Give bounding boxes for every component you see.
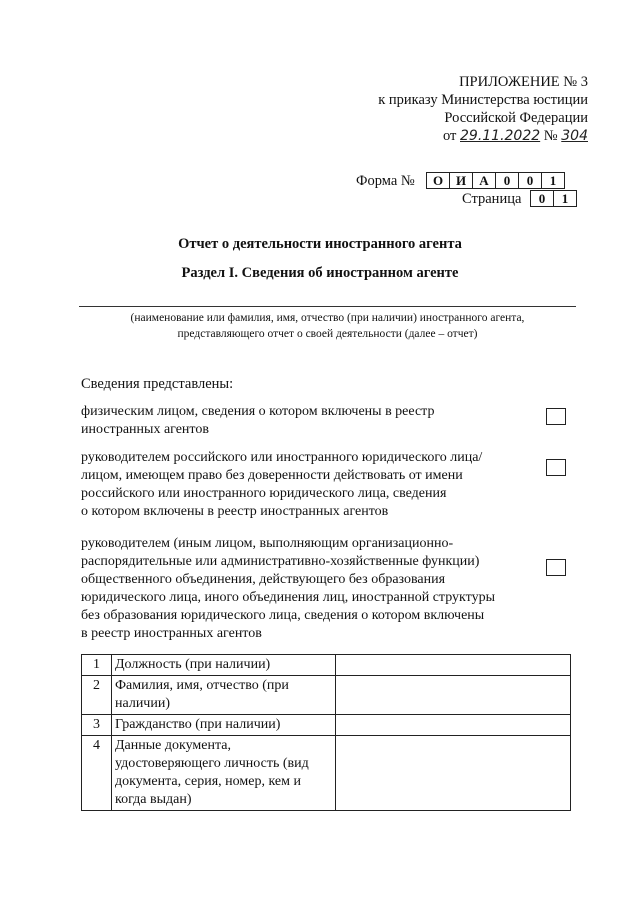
date-prefix: от [442, 128, 457, 144]
page-label: Страница [462, 191, 522, 207]
form-code-cell: А [473, 173, 496, 189]
row-label: Фамилия, имя, отчество (при наличии) [112, 676, 336, 715]
provided-by-heading: Сведения представлены: [81, 376, 234, 392]
option-line: российского или иностранного юридического лица, сведения [81, 486, 447, 501]
option-line: иностранных агентов [81, 422, 209, 437]
row-number: 3 [82, 715, 112, 736]
option-individual-checkbox[interactable] [546, 408, 566, 425]
option-line: лицом, имеющем право без доверенности действовать от имени [81, 468, 463, 483]
caption-line: представляющего отчет о своей деятельности (далее – отчет) [177, 328, 478, 340]
option-association-head-checkbox[interactable] [546, 559, 566, 576]
order-number: 304 [561, 128, 588, 144]
page-code-cell: 1 [554, 191, 577, 207]
form-number-label: Форма № [356, 173, 415, 189]
agent-info-table [81, 654, 571, 811]
form-code-cell: О [427, 173, 450, 189]
row-label: Данные документа, удостоверяющего личность (вид документа, серия, номер, кем и когда выдан) [112, 736, 336, 811]
row-value-cell[interactable] [336, 715, 571, 736]
form-code-cell: 1 [542, 173, 565, 189]
page-code-cell: 0 [531, 191, 554, 207]
option-legal-entity-head [81, 449, 482, 521]
agent-name-line[interactable] [79, 306, 576, 307]
row-number: 1 [82, 655, 112, 676]
option-line: юридического лица, иного объединения лиц, иностранной структуры [81, 590, 495, 605]
option-line: в реестр иностранных агентов [81, 626, 262, 641]
option-legal-entity-head-checkbox[interactable] [546, 459, 566, 476]
table-row [82, 676, 571, 715]
appendix-date-line [320, 127, 588, 145]
report-title: Отчет о деятельности иностранного агента [178, 236, 462, 252]
appendix-ministry-line: Российской Федерации [444, 110, 588, 126]
option-line: руководителем (иным лицом, выполняющим организационно- [81, 536, 454, 551]
row-label: Должность (при наличии) [112, 655, 336, 676]
form-code-cell: 0 [519, 173, 542, 189]
caption-line: (наименование или фамилия, имя, отчество (при наличии) иностранного агента, [130, 312, 525, 324]
appendix-header [320, 73, 588, 145]
number-prefix: № [543, 128, 558, 144]
option-line: без образования юридического лица, сведения о котором включены [81, 608, 485, 623]
option-individual [81, 403, 434, 439]
form-code-cells [426, 172, 565, 189]
option-line: физическим лицом, сведения о котором включены в реестр [81, 404, 435, 419]
section-title: Раздел I. Сведения об иностранном агенте [181, 265, 459, 281]
appendix-order-line: к приказу Министерства юстиции [378, 92, 588, 108]
row-value-cell[interactable] [336, 736, 571, 811]
option-line: распорядительные или административно-хозяйственные функции) [81, 554, 480, 569]
row-number: 2 [82, 676, 112, 715]
order-date: 29.11.2022 [460, 128, 541, 144]
row-value-cell[interactable] [336, 676, 571, 715]
appendix-title: ПРИЛОЖЕНИЕ № 3 [459, 74, 588, 90]
option-line: общественного объединения, действующего без образования [81, 572, 446, 587]
page-code-cells [530, 190, 577, 207]
option-line: руководителем российского или иностранного юридического лица/ [81, 450, 483, 465]
row-number: 4 [82, 736, 112, 811]
option-association-head [81, 535, 495, 643]
agent-name-caption [79, 310, 576, 342]
table-row [82, 736, 571, 811]
table-row [82, 715, 571, 736]
form-code-cell: И [450, 173, 473, 189]
form-code-cell: 0 [496, 173, 519, 189]
row-value-cell[interactable] [336, 655, 571, 676]
table-row [82, 655, 571, 676]
option-line: о котором включены в реестр иностранных агентов [81, 504, 389, 519]
row-label: Гражданство (при наличии) [112, 715, 336, 736]
